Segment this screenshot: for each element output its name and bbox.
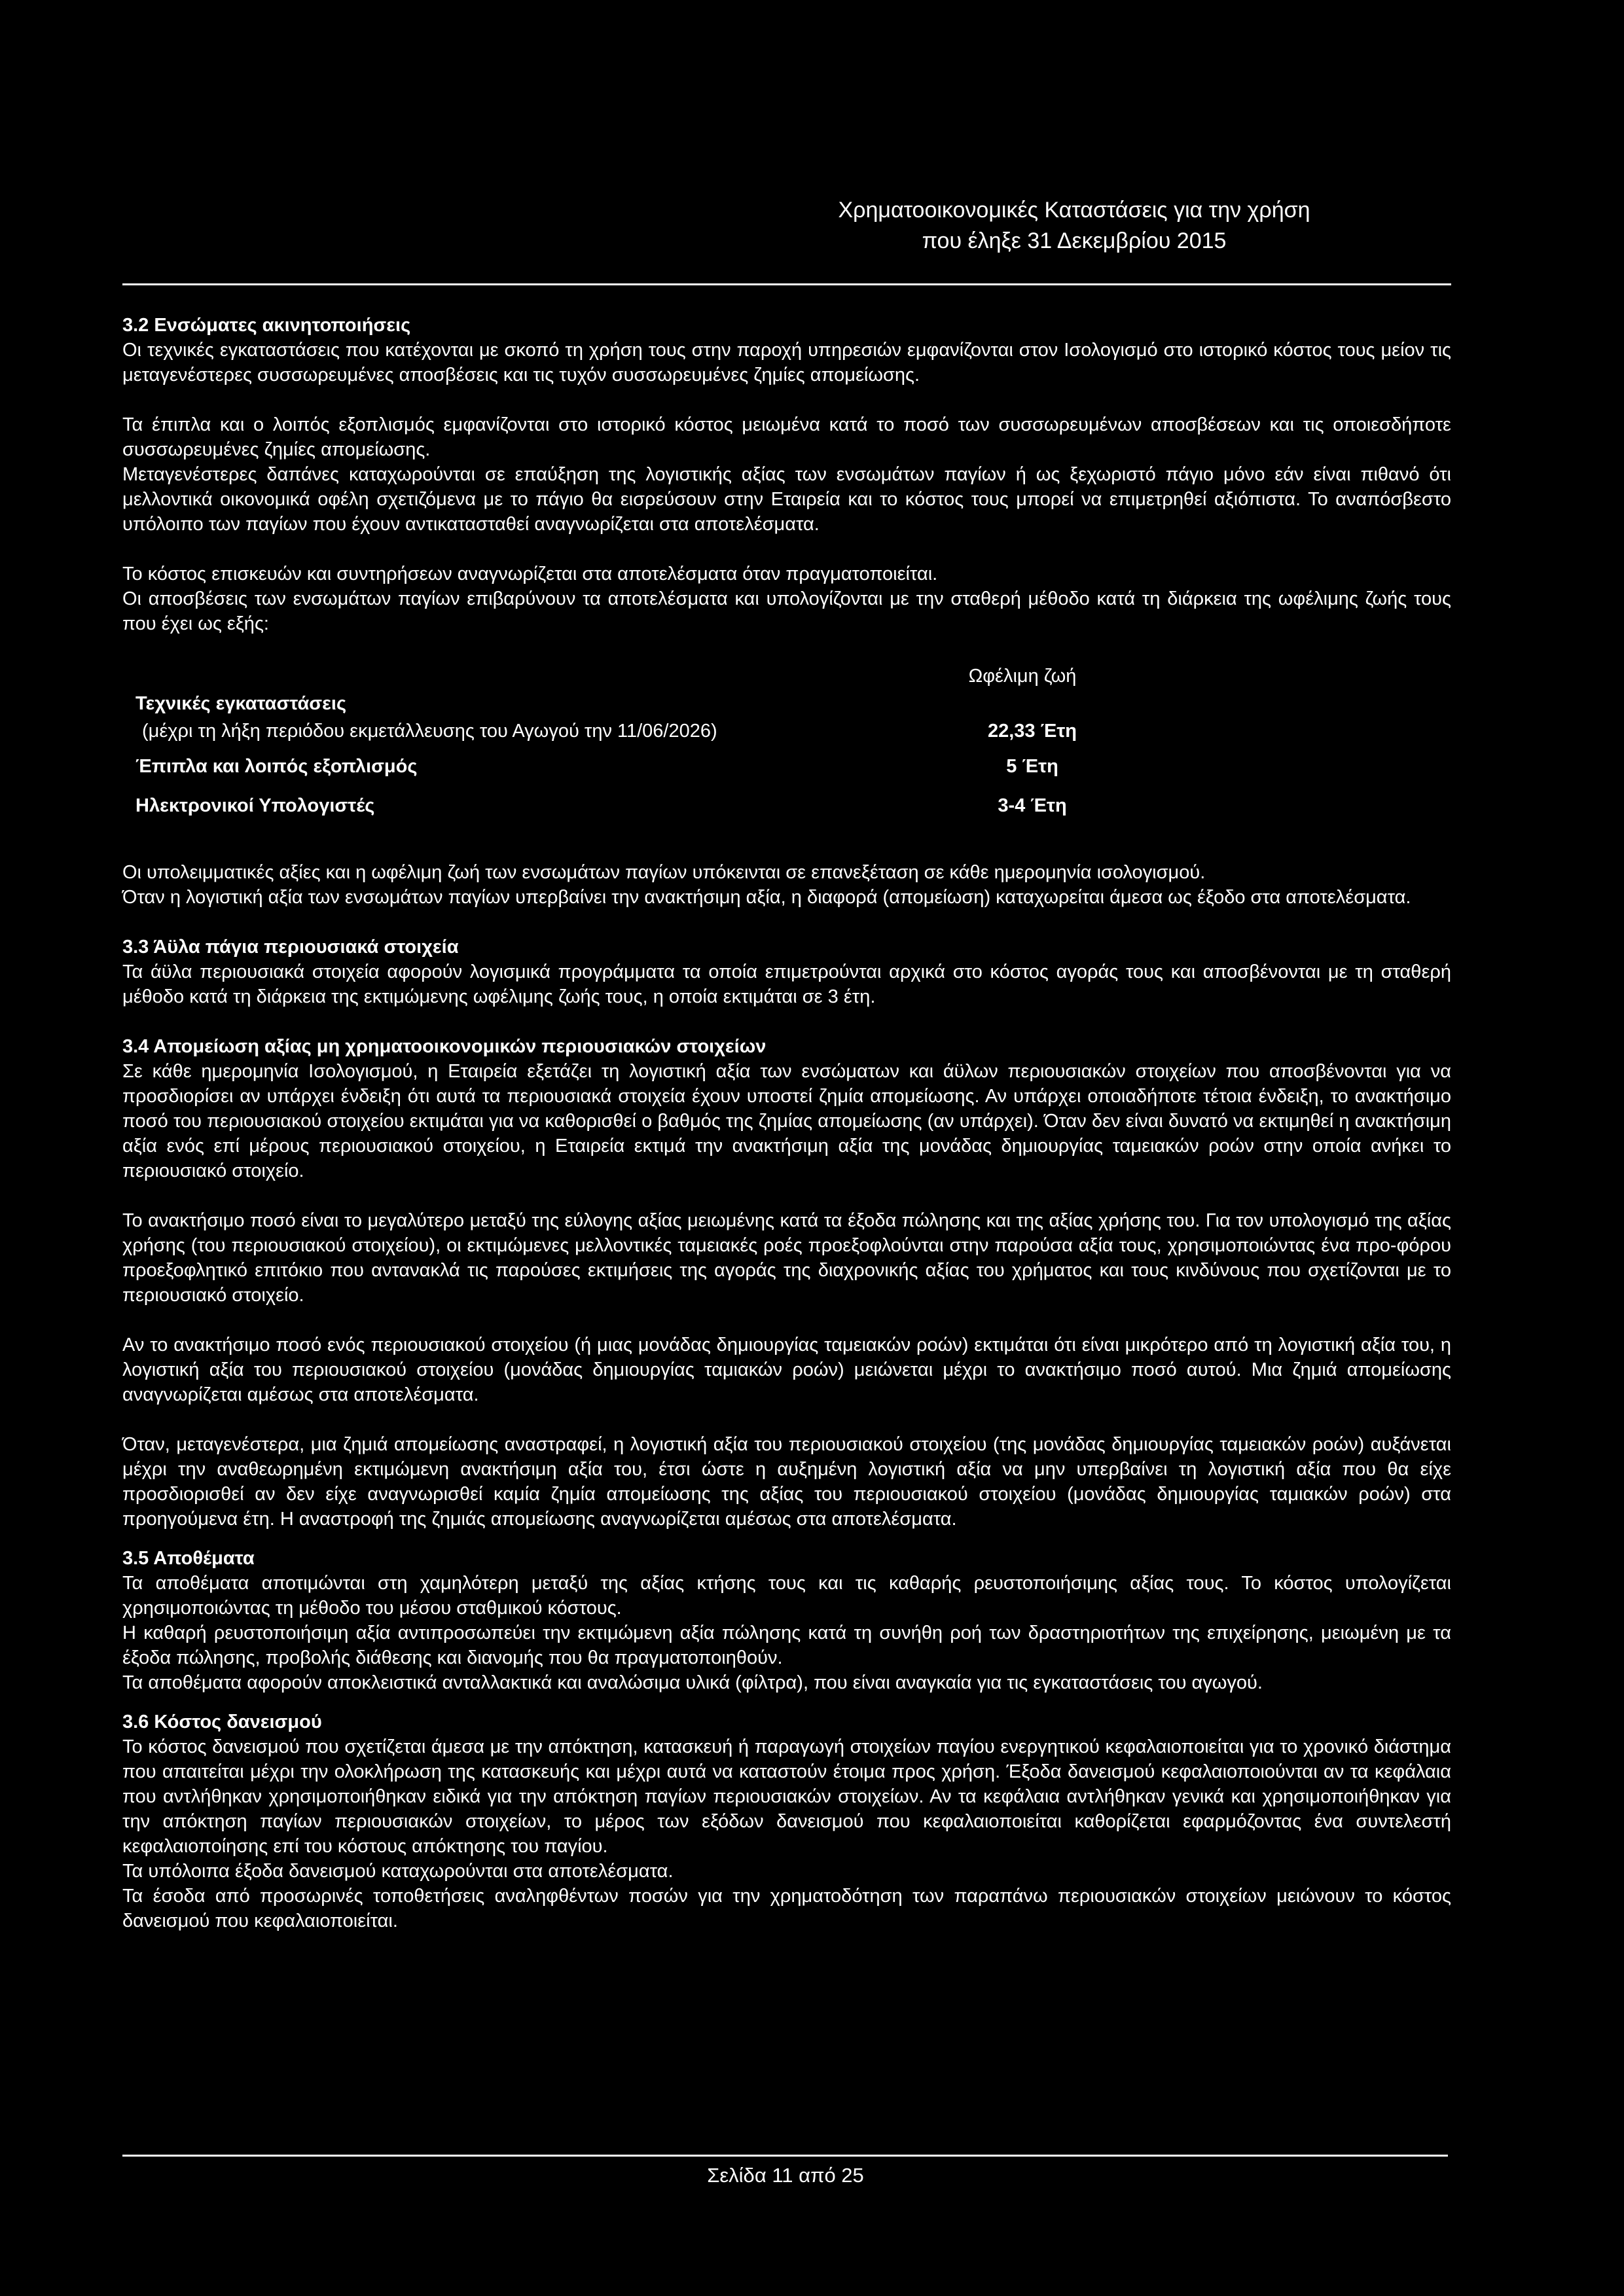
paragraph: Τα αποθέματα αποτιμώνται στη χαμηλότερη μεταξύ της αξίας κτήσης τους και τις καθαρής ρευστοποιήσιμης αξίας τους. Το κόστος υπολογίζεται χρησιμοποιώντας τη μέθοδο του μέσου σταθμικού κόστους.	[122, 1573, 1451, 1619]
paragraph: Τα αποθέματα αφορούν αποκλειστικά ανταλλακτικά και αναλώσιμα υλικά (φίλτρα), που είναι αναγκαία για τις εγκαταστάσεις του αγωγού.	[122, 1672, 1263, 1693]
paragraph: Σε κάθε ημερομηνία Ισολογισμού, η Εταιρεία εξετάζει τη λογιστική αξία των ενσώματων και άϋλων περιουσιακών στοιχείων που αποσβένονται για να προσδιορίσει αν υπάρχει ένδειξη ότι αυτά τα περιουσιακά στοιχεία έχουν υποστεί ζημία απομείωσης. Αν υπάρχει οποιαδήποτε τέτοια ένδειξη, το ανακτήσιμο ποσό του περιουσιακού στοιχείου εκτιμάται για να καθορισθεί ο βαθμός της ζημίας απομείωσης (αν υπάρχει). Όταν δεν είναι δυνατό να εκτιμηθεί η ανακτήσιμη αξία ενός επί μέρους περιουσιακού στοιχείου, η Εταιρεία εκτιμά την ανακτήσιμη αξία της μονάδας δημιουργίας ταμειακών ροών στην οποία ανήκει το περιουσιακό στοιχείο.	[122, 1061, 1451, 1181]
row-label: Έπιπλα και λοιπός εξοπλισμός	[135, 756, 418, 777]
section-title: 3.4 Απομείωση αξίας μη χρηματοοικονομικών περιουσιακών στοιχείων	[122, 1036, 767, 1057]
row-label: Τεχνικές εγκαταστάσεις	[135, 693, 347, 714]
section-3-2	[122, 313, 1451, 910]
section-title: 3.3 Άϋλα πάγια περιουσιακά στοιχεία	[122, 937, 459, 958]
header-title: Χρηματοοικονομικές Καταστάσεις για την χρήση	[838, 198, 1310, 223]
section-3-3	[122, 935, 1451, 1009]
page-body	[122, 313, 1451, 1933]
table-row	[135, 691, 1170, 716]
footer-divider	[122, 2155, 1448, 2157]
document-header	[747, 195, 1401, 257]
paragraph: Μεταγενέστερες δαπάνες καταχωρούνται σε επαύξηση της λογιστικής αξίας των ενσωμάτων παγίων ή ως ξεχωριστό πάγιο μόνο εάν είναι πιθανό ότι μελλοντικά οικονομικά οφέλη σχετιζόμενα με το πάγιο θα εισρεύσουν στην Εταιρεία και το κόστος τους μπορεί να επιμετρηθεί αξιόπιστα. Το αναπόσβεστο υπόλοιπο των παγίων που έχουν αντικατασταθεί αναγνωρίζεται στα αποτελέσματα.	[122, 464, 1451, 535]
table-row	[135, 754, 1170, 779]
row-label: Ηλεκτρονικοί Υπολογιστές	[135, 795, 375, 816]
paragraph: Όταν, μεταγενέστερα, μια ζημιά απομείωσης αναστραφεί, η λογιστική αξία του περιουσιακού στοιχείου (της μονάδας δημιουργίας ταμειακών ροών) αυξάνεται μέχρι την αναθεωρημένη εκτιμώμενη ανακτήσιμη αξία του, έτσι ώστε η αυξημένη λογιστική αξία να μην υπερβαίνει τη λογιστική αξία που θα είχε προσδιορισθεί αν δεν είχε αναγνωρισθεί καμία ζημία απομείωσης της αξίας του περιουσιακού στοιχείου (μονάδας δημιουργίας ταμιακών ροών) στα προηγούμενα έτη. Η αναστροφή της ζημιάς απομείωσης αναγνωρίζεται αμέσως στα αποτελέσματα.	[122, 1434, 1451, 1530]
section-3-6	[122, 1710, 1451, 1933]
row-sublabel: (μέχρι τη λήξη περιόδου εκμετάλλευσης του Αγωγού την 11/06/2026)	[142, 721, 717, 742]
paragraph: Αν το ανακτήσιμο ποσό ενός περιουσιακού στοιχείου (ή μιας μονάδας δημιουργίας ταμειακών ροών) εκτιμάται ότι είναι μικρότερο από τη λογιστική αξία του, η λογιστική αξία του περιουσιακού στοιχείου (μονάδας δημιουργίας ταμιακών ροών) μειώνεται μέχρι το ανακτήσιμο ποσό αυτού. Μια ζημιά απομείωσης αναγνωρίζεται αμέσως στα αποτελέσματα.	[122, 1335, 1451, 1405]
row-value: 22,33 Έτη	[987, 721, 1077, 742]
paragraph: Τα έσοδα από προσωρινές τοποθετήσεις αναληφθέντων ποσών για την χρηματοδότηση των παραπάνω περιουσιακών στοιχείων μειώνουν το κόστος δανεισμού που κεφαλαιοποιείται.	[122, 1886, 1451, 1931]
row-value: 5 Έτη	[1006, 756, 1058, 777]
section-title: 3.5 Αποθέματα	[122, 1548, 255, 1569]
paragraph: Οι αποσβέσεις των ενσωμάτων παγίων επιβαρύνουν τα αποτελέσματα και υπολογίζονται με την σταθερή μέθοδο κατά τη διάρκεια της ωφέλιμης ζωής τους που έχει ως εξής:	[122, 588, 1451, 634]
useful-life-table	[122, 664, 1451, 847]
paragraph: Όταν η λογιστική αξία των ενσωμάτων παγίων υπερβαίνει την ανακτήσιμη αξία, η διαφορά (απομείωση) καταχωρείται άμεσα ως έξοδο στα αποτελέσματα.	[122, 887, 1411, 908]
row-value: 3-4 Έτη	[998, 795, 1067, 816]
section-3-4	[122, 1034, 1451, 1532]
paragraph: Τα άϋλα περιουσιακά στοιχεία αφορούν λογισμικά προγράμματα τα οποία επιμετρούνται αρχικά στο κόστος αγοράς τους και αποσβένονται με τη σταθερή μέθοδο κατά τη διάρκεια της εκτιμώμενης ωφέλιμης ζωής τους, η οποία εκτιμάται σε 3 έτη.	[122, 961, 1451, 1007]
table-row	[135, 719, 1170, 744]
section-title: 3.2 Ενσώματες ακινητοποιήσεις	[122, 315, 411, 336]
paragraph: Το ανακτήσιμο ποσό είναι το μεγαλύτερο μεταξύ της εύλογης αξίας μειωμένης κατά τα έξοδα πώλησης και της αξίας χρήσης του. Για τον υπολογισμό της αξίας χρήσης (του περιουσιακού στοιχείου), οι εκτιμώμενες μελλοντικές ταμειακές ροές προεξοφλούνται στην παρούσα αξία τους, χρησιμοποιώντας ένα προ-φόρου προεξοφλητικό επιτόκιο που αντανακλά τις παρούσες εκτιμήσεις της αγοράς της διαχρονικής αξίας του χρήματος και τους κινδύνους που σχετίζονται με το περιουσιακό στοιχείο.	[122, 1210, 1451, 1306]
paragraph: Το κόστος επισκευών και συντηρήσεων αναγνωρίζεται στα αποτελέσματα όταν πραγματοποιείται.	[122, 564, 938, 584]
paragraph: Τα έπιπλα και ο λοιπός εξοπλισμός εμφανίζονται στο ιστορικό κόστος μειωμένα κατά το ποσό των συσσωρευμένων αποσβέσεων και τις οποιεσδήποτε συσσωρευμένες ζημίες απομείωσης.	[122, 414, 1451, 460]
header-divider	[122, 283, 1451, 285]
paragraph: Τα υπόλοιπα έξοδα δανεισμού καταχωρούνται στα αποτελέσματα.	[122, 1861, 674, 1882]
paragraph: Η καθαρή ρευστοποιήσιμη αξία αντιπροσωπεύει την εκτιμώμενη αξία πώλησης κατά τη συνήθη ροή των δραστηριοτήτων της επιχείρησης, μειωμένη με τα έξοδα πώλησης, προβολής διάθεσης και διανομής που θα πραγματοποιηθούν.	[122, 1623, 1451, 1668]
paragraph: Το κόστος δανεισμού που σχετίζεται άμεσα με την απόκτηση, κατασκευή ή παραγωγή στοιχείων παγίου ενεργητικού κεφαλαιοποιείται για το χρονικό διάστημα που απαιτείται μέχρι την ολοκλήρωση της κατασκευής και μέχρι αυτά να καταστούν έτοιμα προς χρήση. Έξοδα δανεισμού κεφαλαιοποιούνται αν τα κεφάλαια που αντλήθηκαν χρησιμοποιήθηκαν ειδικά για την απόκτηση παγίων περιουσιακών στοιχείων. Αν τα κεφάλαια αντλήθηκαν γενικά και χρησιμοποιήθηκαν για την απόκτηση παγίων περιουσιακών στοιχείων, το μέρος των εξόδων δανεισμού που κεφαλαιοποιείται καθορίζεται εφαρμόζοντας ένα συντελεστή κεφαλαιοποίησης επί του κόστους απόκτησης του παγίου.	[122, 1736, 1451, 1857]
paragraph: Οι υπολειμματικές αξίες και η ωφέλιμη ζωή των ενσωμάτων παγίων υπόκεινται σε επανεξέταση σε κάθε ημερομηνία ισολογισμού.	[122, 862, 1206, 883]
useful-life-header: Ωφέλιμη ζωή	[968, 666, 1077, 687]
paragraph: Οι τεχνικές εγκαταστάσεις που κατέχονται με σκοπό τη χρήση τους στην παροχή υπηρεσιών εμφανίζονται στον Ισολογισμό στο ιστορικό κόστος τους μείον τις μεταγενέστερες συσσωρευμένες αποσβέσεις και τις τυχόν συσσωρευμένες ζημίες απομείωσης.	[122, 340, 1451, 386]
table-row	[135, 793, 1170, 818]
section-3-5	[122, 1546, 1451, 1695]
section-title: 3.6 Κόστος δανεισμού	[122, 1712, 322, 1732]
header-period: που έληξε 31 Δεκεμβρίου 2015	[922, 228, 1227, 253]
page-number: Σελίδα 11 από 25	[707, 2164, 864, 2187]
